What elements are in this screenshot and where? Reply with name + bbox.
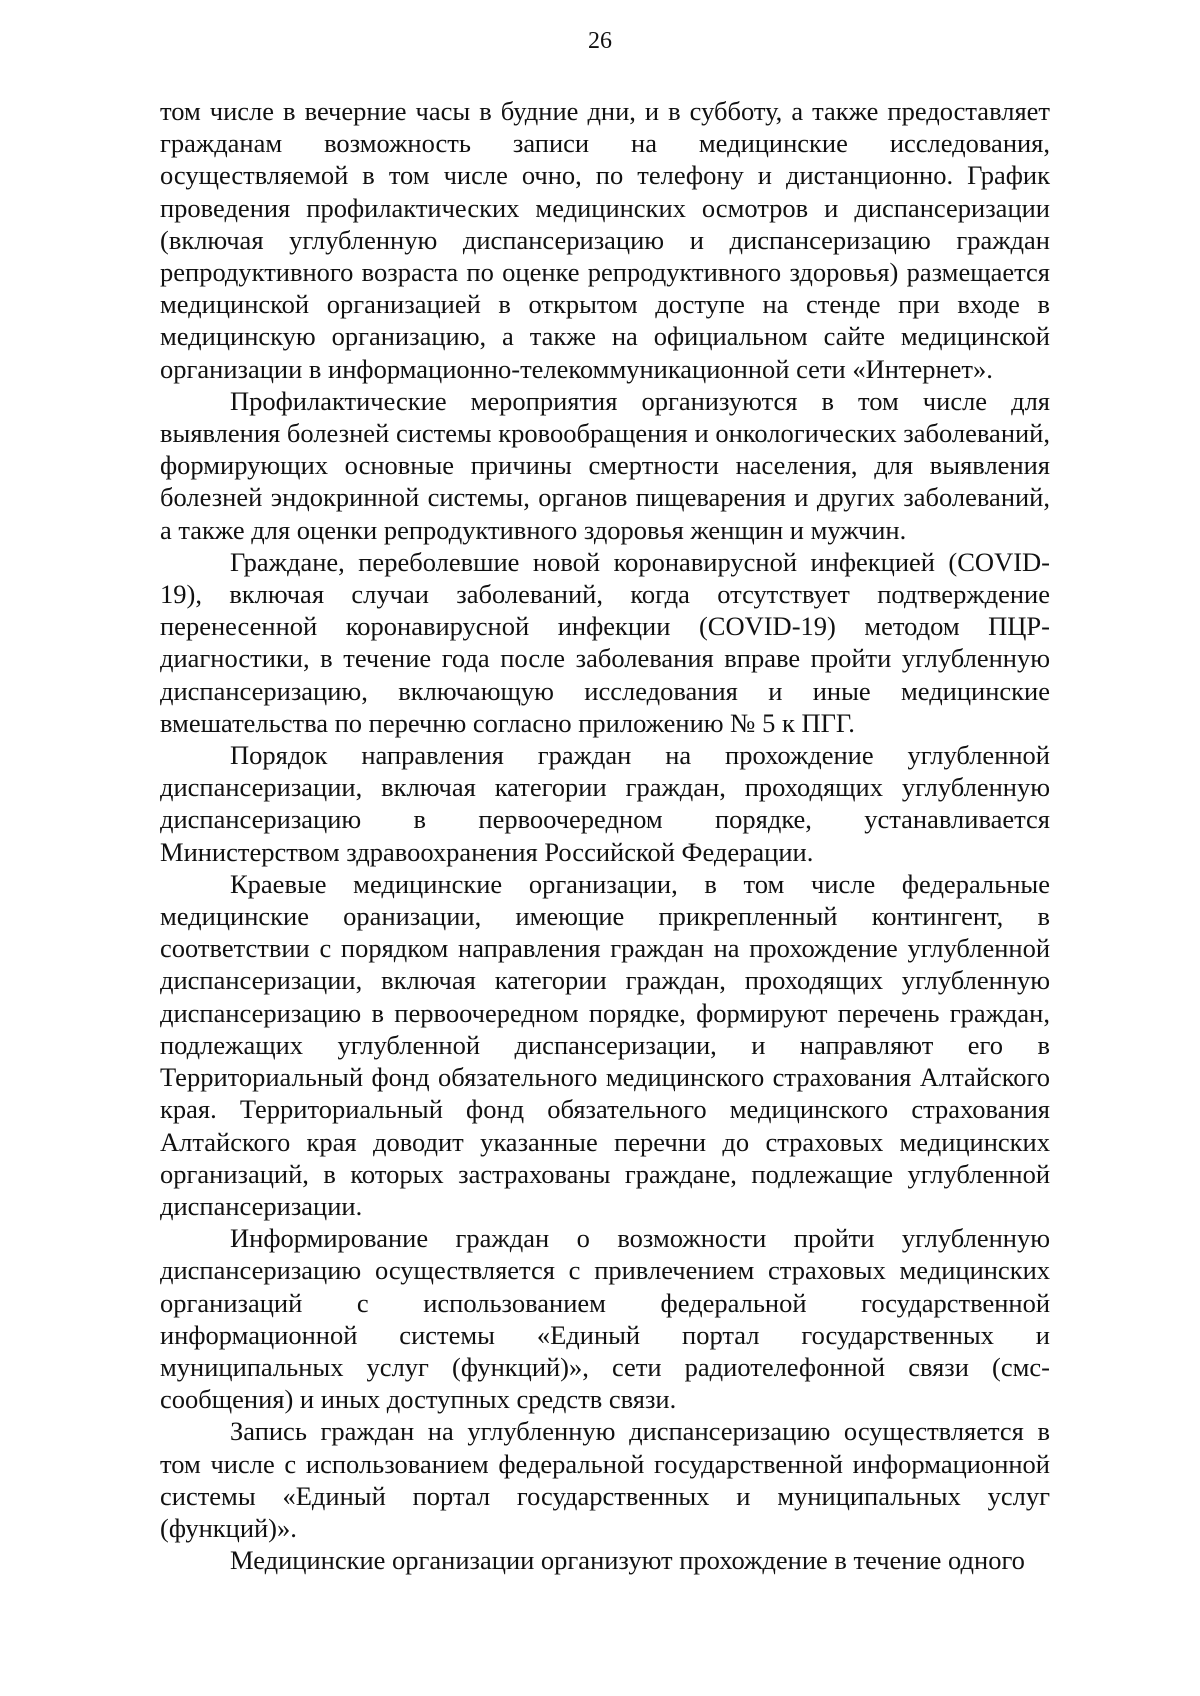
page-number: 26 [588,28,612,54]
paragraph: Профилактические мероприятия организуются в том числе для выявления болезней системы кровообращения и онкологических заболеваний, формирующих основные причины смертности населения, для выявления болезней эндокринной системы, органов пищеварения и других заболеваний, а также для оценки репродуктивного здоровья женщин и мужчин. [160,385,1050,545]
paragraph: Информирование граждан о возможности пройти углубленную диспансеризацию осуществляется с привлечением страховых медицинских организаций с использованием федеральной государственной информационной системы «Единый портал государственных и муниципальных услуг (функций)», сети радиотелефонной связи (смс-сообщения) и иных доступных средств связи. [160,1223,1050,1415]
paragraph: Порядок направления граждан на прохождение углубленной диспансеризации, включая категории граждан, проходящих углубленную диспансеризацию в первоочередном порядке, устанавливается Министерством здравоохранения Российской Федерации. [160,740,1050,867]
paragraph-truncated: Медицинские организации организуют прохождение в течение одного [230,1545,1025,1576]
paragraph-continued: том числе в вечерние часы в будние дни, и в субботу, а также предоставляет гражданам возможность записи на медицинские исследования, осуществляемой в том числе очно, по телефону и дистанционно. График проведения профилактических медицинских осмотров и диспансеризации (включая углубленную диспансеризацию и диспансеризацию граждан репродуктивного возраста по оценке репродуктивного здоровья) размещается медицинской организацией в открытом доступе на стенде при входе в медицинскую организацию, а также на официальном сайте медицинской организации в информационно-телекоммуникационной сети «Интернет». [160,96,1050,384]
paragraph: Граждане, переболевшие новой коронавирусной инфекцией (COVID-19), включая случаи заболеваний, когда отсутствует подтверждение перенесенной коронавирусной инфекции (COVID-19) методом ПЦР-диагностики, в течение года после заболевания вправе пройти углубленную диспансеризацию, включающую исследования и иные медицинские вмешательства по перечню согласно приложению № 5 к ПГГ. [160,546,1050,738]
paragraph: Краевые медицинские организации, в том числе федеральные медицинские оранизации, имеющие прикрепленный контингент, в соответствии с порядком направления граждан на прохождение углубленной диспансеризации, включая категории граждан, проходящих углубленную диспансеризацию в первоочередном порядке, формируют перечень граждан, подлежащих углубленной диспансеризации, и направляют его в Территориальный фонд обязательного медицинского страхования Алтайского края. Территориальный фонд обязательного медицинского страхования Алтайского края доводит указанные перечни до страховых медицинских организаций, в которых застрахованы граждане, подлежащие углубленной диспансеризации. [160,868,1050,1221]
document-body [160,95,1050,1576]
paragraph: Запись граждан на углубленную диспансеризацию осуществляется в том числе с использованием федеральной государственной информационной системы «Единый портал государственных и муниципальных услуг (функций)». [160,1416,1050,1543]
